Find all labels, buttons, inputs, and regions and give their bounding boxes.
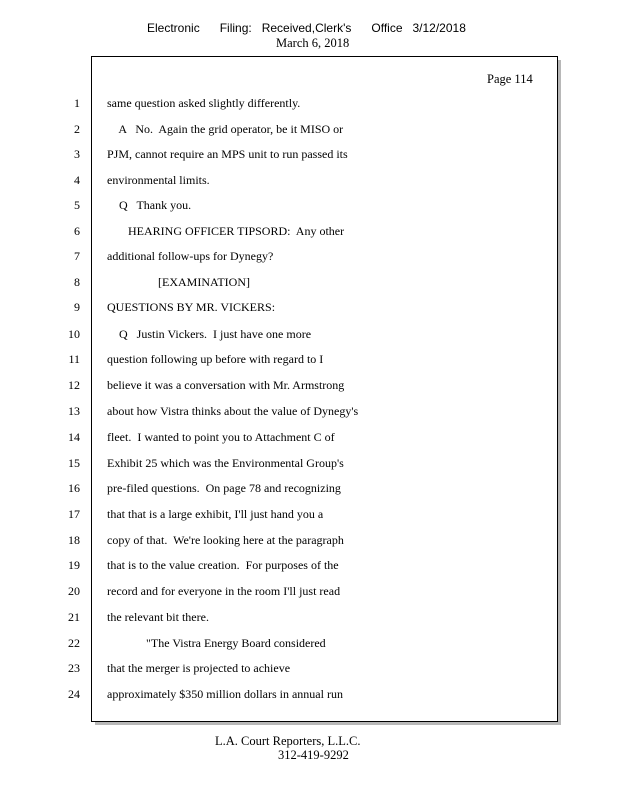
line-text: additional follow-ups for Dynegy? xyxy=(107,249,274,263)
line-text: question following up before with regard to I xyxy=(107,352,324,366)
line-number: 16 xyxy=(68,481,80,495)
line-number: 18 xyxy=(68,533,80,547)
line-number: 4 xyxy=(74,173,80,187)
line-number: 1 xyxy=(74,96,80,110)
line-text: HEARING OFFICER TIPSORD: Any other xyxy=(107,224,345,238)
hearing-date: March 6, 2018 xyxy=(276,36,350,50)
line-text: the relevant bit there. xyxy=(107,610,209,624)
line-number: 21 xyxy=(68,610,80,624)
line-text: Q Justin Vickers. I just have one more xyxy=(107,327,312,341)
filing-stamp: Electronic Filing: Received,Clerk's Office 3/12/2018 xyxy=(147,21,466,35)
line-number: 19 xyxy=(68,558,80,572)
line-text: QUESTIONS BY MR. VICKERS: xyxy=(107,300,276,314)
line-text: fleet. I wanted to point you to Attachment C of xyxy=(107,430,335,444)
line-number: 3 xyxy=(74,147,80,161)
line-number: 6 xyxy=(74,224,80,238)
line-number: 13 xyxy=(68,404,80,418)
line-text: pre-filed questions. On page 78 and recognizing xyxy=(107,481,341,495)
page-number: Page 114 xyxy=(487,72,533,86)
line-number: 20 xyxy=(68,584,80,598)
line-number: 9 xyxy=(74,300,80,314)
line-number: 5 xyxy=(74,198,80,212)
line-text: "The Vistra Energy Board considered xyxy=(107,636,326,650)
line-text: environmental limits. xyxy=(107,173,210,187)
line-text: PJM, cannot require an MPS unit to run passed its xyxy=(107,147,348,161)
line-number: 12 xyxy=(68,378,80,392)
line-number: 22 xyxy=(68,636,80,650)
line-number: 24 xyxy=(68,687,80,701)
line-text: A No. Again the grid operator, be it MISO or xyxy=(107,122,344,136)
line-text: copy of that. We're looking here at the paragraph xyxy=(107,533,344,547)
line-text: that that is a large exhibit, I'll just hand you a xyxy=(107,507,324,521)
line-text: that is to the value creation. For purposes of the xyxy=(107,558,339,572)
line-number: 17 xyxy=(68,507,80,521)
line-number: 7 xyxy=(74,249,80,263)
line-text: [EXAMINATION] xyxy=(107,275,250,289)
line-text: Q Thank you. xyxy=(107,198,192,212)
line-number: 15 xyxy=(68,456,80,470)
line-number: 14 xyxy=(68,430,80,444)
line-number: 23 xyxy=(68,661,80,675)
line-text: approximately $350 million dollars in annual run xyxy=(107,687,343,701)
reporter-phone: 312-419-9292 xyxy=(278,748,349,762)
line-number: 10 xyxy=(68,327,80,341)
line-text: same question asked slightly differently. xyxy=(107,96,301,110)
line-text: Exhibit 25 which was the Environmental Group's xyxy=(107,456,344,470)
line-text: about how Vistra thinks about the value of Dynegy's xyxy=(107,404,359,418)
reporter-company: L.A. Court Reporters, L.L.C. xyxy=(215,734,361,748)
line-number: 2 xyxy=(74,122,80,136)
line-number: 11 xyxy=(68,352,80,366)
line-text: that the merger is projected to achieve xyxy=(107,661,291,675)
line-number: 8 xyxy=(74,275,80,289)
line-text: record and for everyone in the room I'll just read xyxy=(107,584,341,598)
line-text: believe it was a conversation with Mr. Armstrong xyxy=(107,378,345,392)
